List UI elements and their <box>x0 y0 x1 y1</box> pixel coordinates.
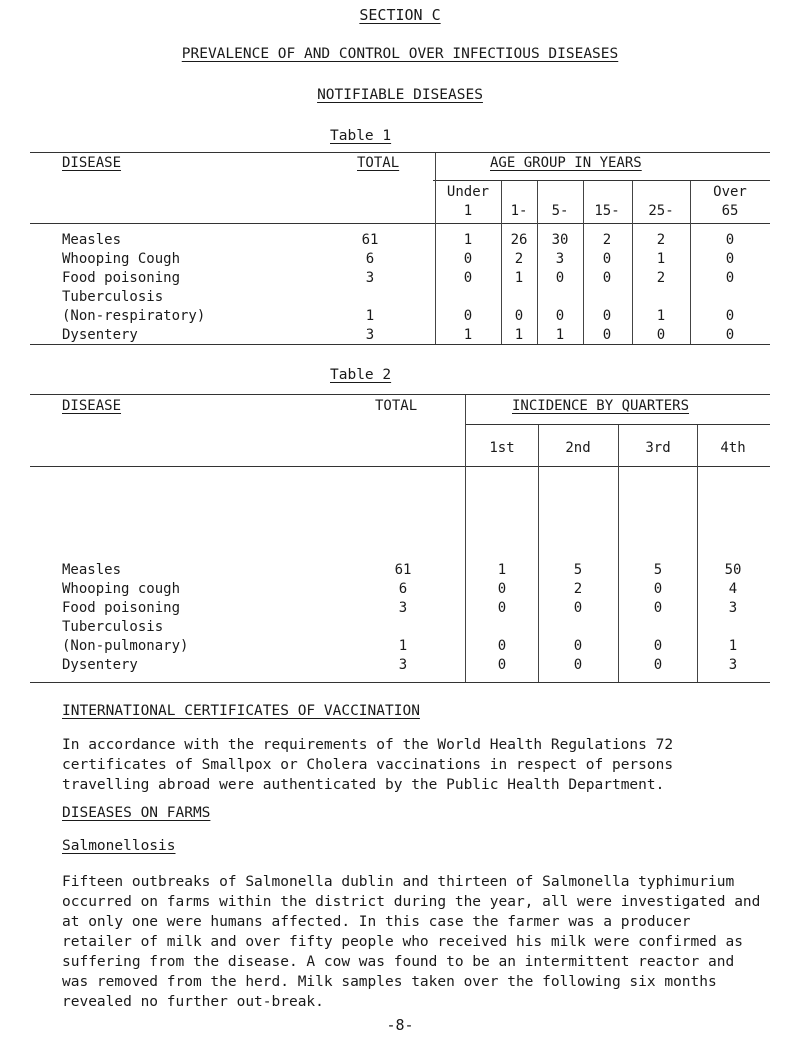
farms-text: Fifteen outbreaks of Salmonella dublin and thirteen of Salmonella typhimurium occurred on farms within the district during the year, all were investigated and at only one were humans affected. In this case the farmer was a producer retailer of milk and over fifty people who received his milk were confirmed as suffering from the disease. A cow was found to be an intermittent reactor and was removed from the herd. Milk samples taken over the following six months revealed no further out-break. <box>62 874 761 1010</box>
table1-cell: 0 <box>463 308 473 324</box>
table2-cell: 0 <box>653 581 663 597</box>
table2-cell: 3 <box>728 600 738 616</box>
table2-rule <box>30 466 770 467</box>
table2-row-name: Measles <box>62 562 122 578</box>
table2-cell: 5 <box>573 562 583 578</box>
table2-cell: 2 <box>573 581 583 597</box>
table1-cell: 30 <box>551 232 569 248</box>
table2-rule <box>30 394 770 395</box>
table2-col-total: TOTAL <box>375 398 418 414</box>
table1-col-total: TOTAL <box>357 155 400 171</box>
table1-cell: 0 <box>463 251 473 267</box>
table1-cell: 2 <box>514 251 524 267</box>
table1-cell: 1 <box>463 327 473 343</box>
table2-rule <box>30 682 770 683</box>
table1-cell: 2 <box>602 232 612 248</box>
table2-cell: 0 <box>653 638 663 654</box>
table1-cell: 1 <box>555 327 565 343</box>
table1-cell: 1 <box>514 327 524 343</box>
table1-cell: 1 <box>514 270 524 286</box>
table1-cell: 1 <box>656 308 666 324</box>
table1-cell: 0 <box>725 232 735 248</box>
table2-quarter-header: 2nd <box>565 440 591 456</box>
sub-heading: NOTIFIABLE DISEASES <box>317 87 483 103</box>
table1-cell: 1 <box>463 232 473 248</box>
table2-quarter-header: 3rd <box>645 440 671 456</box>
table1-row-total: 3 <box>365 327 375 343</box>
table1-cell: 1 <box>656 251 666 267</box>
vaccination-text: In accordance with the requirements of the World Health Regulations 72 certificates of Smallpox or Cholera vaccinations in respect of persons travelling abroad were authenticated by the Public Health Department. <box>62 737 674 793</box>
table1-row-total: 6 <box>365 251 375 267</box>
table1-cell: 0 <box>725 270 735 286</box>
table1-cell: 0 <box>602 308 612 324</box>
table2-quarter-header: 4th <box>720 440 746 456</box>
table1-rule <box>30 223 770 224</box>
table1-cell: 0 <box>725 308 735 324</box>
vaccination-heading: INTERNATIONAL CERTIFICATES OF VACCINATION <box>62 703 420 719</box>
table1-cell: 0 <box>555 270 565 286</box>
table1-row-total: 1 <box>365 308 375 324</box>
table2-cell: 0 <box>653 657 663 673</box>
table2-cell: 1 <box>497 562 507 578</box>
table1-cell: 0 <box>656 327 666 343</box>
table1-cell: 26 <box>510 232 528 248</box>
table1-age-header-line1: Under <box>446 184 490 200</box>
table2-cell: 0 <box>573 638 583 654</box>
table1-row-name-line2: (Non-respiratory) <box>62 308 206 324</box>
table2-rule <box>618 425 619 682</box>
table2-row-total: 3 <box>398 657 408 673</box>
table1-cell: 0 <box>463 270 473 286</box>
table1-cell: 0 <box>602 270 612 286</box>
main-heading: PREVALENCE OF AND CONTROL OVER INFECTIOUS DISEASES <box>181 46 619 62</box>
table2-cell: 0 <box>653 600 663 616</box>
table1-row-name: Food poisoning <box>62 270 181 286</box>
table2-row-total: 61 <box>394 562 412 578</box>
table1-caption: Table 1 <box>330 128 392 144</box>
table1-col-group: AGE GROUP IN YEARS <box>490 155 642 171</box>
table1-row-name: Tuberculosis <box>62 289 164 305</box>
table2-quarter-header: 1st <box>489 440 515 456</box>
table2-cell: 0 <box>497 638 507 654</box>
table1-col-disease: DISEASE <box>62 155 122 171</box>
table2-row-total: 1 <box>398 638 408 654</box>
table1-rule <box>30 344 770 345</box>
table2-caption: Table 2 <box>330 367 392 383</box>
table2-col-group: INCIDENCE BY QUARTERS <box>512 398 690 414</box>
table1-age-header: 1- <box>510 203 528 219</box>
table1-rule <box>435 153 436 344</box>
table1-rule <box>690 181 691 344</box>
table1-cell: 0 <box>602 251 612 267</box>
table1-cell: 3 <box>555 251 565 267</box>
table1-row-name: Dysentery <box>62 327 138 343</box>
table2-rule <box>465 395 466 682</box>
table2-rule <box>538 425 539 682</box>
table2-row-name: Tuberculosis <box>62 619 164 635</box>
table1-age-header: 15- <box>594 203 620 219</box>
table1-row-total: 61 <box>361 232 379 248</box>
table2-cell: 0 <box>497 657 507 673</box>
table1-age-header: 65 <box>721 203 739 219</box>
table2-row-total: 6 <box>398 581 408 597</box>
table2-cell: 5 <box>653 562 663 578</box>
table1-cell: 2 <box>656 270 666 286</box>
table1-cell: 0 <box>555 308 565 324</box>
table1-row-name: Measles <box>62 232 122 248</box>
table1-cell: 0 <box>602 327 612 343</box>
table2-row-name: Dysentery <box>62 657 138 673</box>
table2-cell: 0 <box>573 657 583 673</box>
table1-cell: 2 <box>656 232 666 248</box>
table1-row-total: 3 <box>365 270 375 286</box>
table2-cell: 0 <box>497 581 507 597</box>
table1-rule <box>433 180 770 181</box>
table1-age-header: 1 <box>463 203 473 219</box>
table1-age-header-line1: Over <box>713 184 747 200</box>
farms-heading: DISEASES ON FARMS <box>62 805 211 821</box>
table2-row-total: 3 <box>398 600 408 616</box>
table1-age-header: 25- <box>648 203 674 219</box>
section-title: SECTION C <box>359 6 441 24</box>
table2-row-name-line2: (Non-pulmonary) <box>62 638 189 654</box>
table2-cell: 3 <box>728 657 738 673</box>
table2-cell: 0 <box>573 600 583 616</box>
table2-cell: 0 <box>497 600 507 616</box>
table1-cell: 0 <box>725 327 735 343</box>
farms-subheading: Salmonellosis <box>62 838 176 854</box>
table1-cell: 0 <box>725 251 735 267</box>
table1-rule <box>30 152 770 153</box>
table2-cell: 4 <box>728 581 738 597</box>
page-number: -8- <box>386 1016 414 1034</box>
table2-col-disease: DISEASE <box>62 398 122 414</box>
table2-row-name: Whooping cough <box>62 581 181 597</box>
table1-cell: 0 <box>514 308 524 324</box>
table1-age-header: 5- <box>551 203 569 219</box>
table2-cell: 1 <box>728 638 738 654</box>
table2-cell: 50 <box>724 562 742 578</box>
table2-row-name: Food poisoning <box>62 600 181 616</box>
table1-row-name: Whooping Cough <box>62 251 181 267</box>
